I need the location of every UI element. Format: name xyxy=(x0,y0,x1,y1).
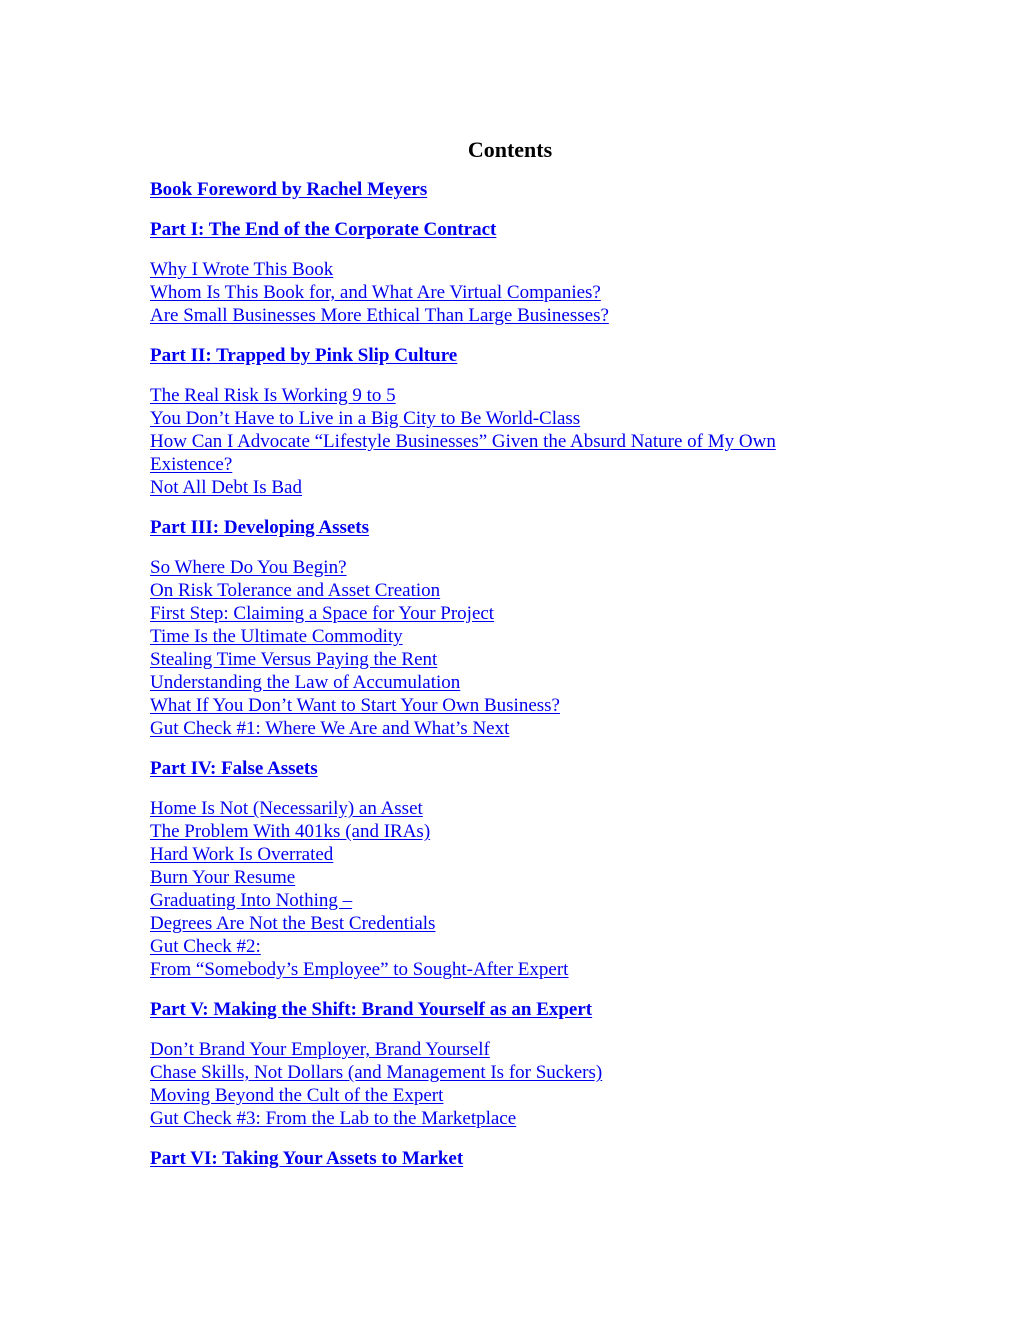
toc-item-link[interactable]: Gut Check #2: xyxy=(150,936,261,957)
toc-item-link[interactable]: So Where Do You Begin? xyxy=(150,557,347,578)
toc-item-link[interactable]: Chase Skills, Not Dollars (and Management Is for Suckers) xyxy=(150,1062,603,1083)
toc-item-link[interactable]: The Problem With 401ks (and IRAs) xyxy=(150,821,431,842)
table-of-contents xyxy=(150,178,910,1187)
toc-item-link[interactable]: How Can I Advocate “Lifestyle Businesses” Given the Absurd Nature of My Own xyxy=(150,431,776,452)
toc-item-link[interactable]: Whom Is This Book for, and What Are Virtual Companies? xyxy=(150,282,601,303)
toc-part-1-link[interactable]: Part I: The End of the Corporate Contract xyxy=(150,219,497,240)
page-title: Contents xyxy=(467,137,553,162)
toc-part-4-link[interactable]: Part IV: False Assets xyxy=(150,758,318,779)
toc-item-link[interactable]: Home Is Not (Necessarily) an Asset xyxy=(150,798,423,819)
toc-item-link[interactable]: Stealing Time Versus Paying the Rent xyxy=(150,649,438,670)
toc-item-link[interactable]: Not All Debt Is Bad xyxy=(150,477,302,498)
toc-item-link[interactable]: Graduating Into Nothing – xyxy=(150,890,353,911)
toc-item-link[interactable]: Degrees Are Not the Best Credentials xyxy=(150,913,436,934)
toc-part-6-link[interactable]: Part VI: Taking Your Assets to Market xyxy=(150,1148,464,1169)
toc-item-link[interactable]: Existence? xyxy=(150,454,233,475)
toc-item-link[interactable]: First Step: Claiming a Space for Your Project xyxy=(150,603,495,624)
toc-item-link[interactable]: Time Is the Ultimate Commodity xyxy=(150,626,403,647)
toc-item-link[interactable]: Why I Wrote This Book xyxy=(150,259,334,280)
toc-item-link[interactable]: Gut Check #3: From the Lab to the Marketplace xyxy=(150,1108,517,1129)
toc-foreword-link[interactable]: Book Foreword by Rachel Meyers xyxy=(150,179,428,200)
toc-item-link[interactable]: Moving Beyond the Cult of the Expert xyxy=(150,1085,444,1106)
toc-item-link[interactable]: What If You Don’t Want to Start Your Own Business? xyxy=(150,695,560,716)
toc-item-link[interactable]: Understanding the Law of Accumulation xyxy=(150,672,461,693)
toc-item-link[interactable]: You Don’t Have to Live in a Big City to Be World-Class xyxy=(150,408,581,429)
toc-part-3-link[interactable]: Part III: Developing Assets xyxy=(150,517,370,538)
toc-item-link[interactable]: From “Somebody’s Employee” to Sought-After Expert xyxy=(150,959,569,980)
toc-part-2-link[interactable]: Part II: Trapped by Pink Slip Culture xyxy=(150,345,458,366)
toc-item-link[interactable]: On Risk Tolerance and Asset Creation xyxy=(150,580,441,601)
toc-item-link[interactable]: Hard Work Is Overrated xyxy=(150,844,334,865)
toc-item-link[interactable]: Burn Your Resume xyxy=(150,867,296,888)
toc-item-link[interactable]: The Real Risk Is Working 9 to 5 xyxy=(150,385,396,406)
toc-part-5-link[interactable]: Part V: Making the Shift: Brand Yourself as an Expert xyxy=(150,999,593,1020)
toc-item-link[interactable]: Don’t Brand Your Employer, Brand Yourself xyxy=(150,1039,490,1060)
toc-item-link[interactable]: Gut Check #1: Where We Are and What’s Next xyxy=(150,718,510,739)
toc-item-link[interactable]: Are Small Businesses More Ethical Than Large Businesses? xyxy=(150,305,609,326)
